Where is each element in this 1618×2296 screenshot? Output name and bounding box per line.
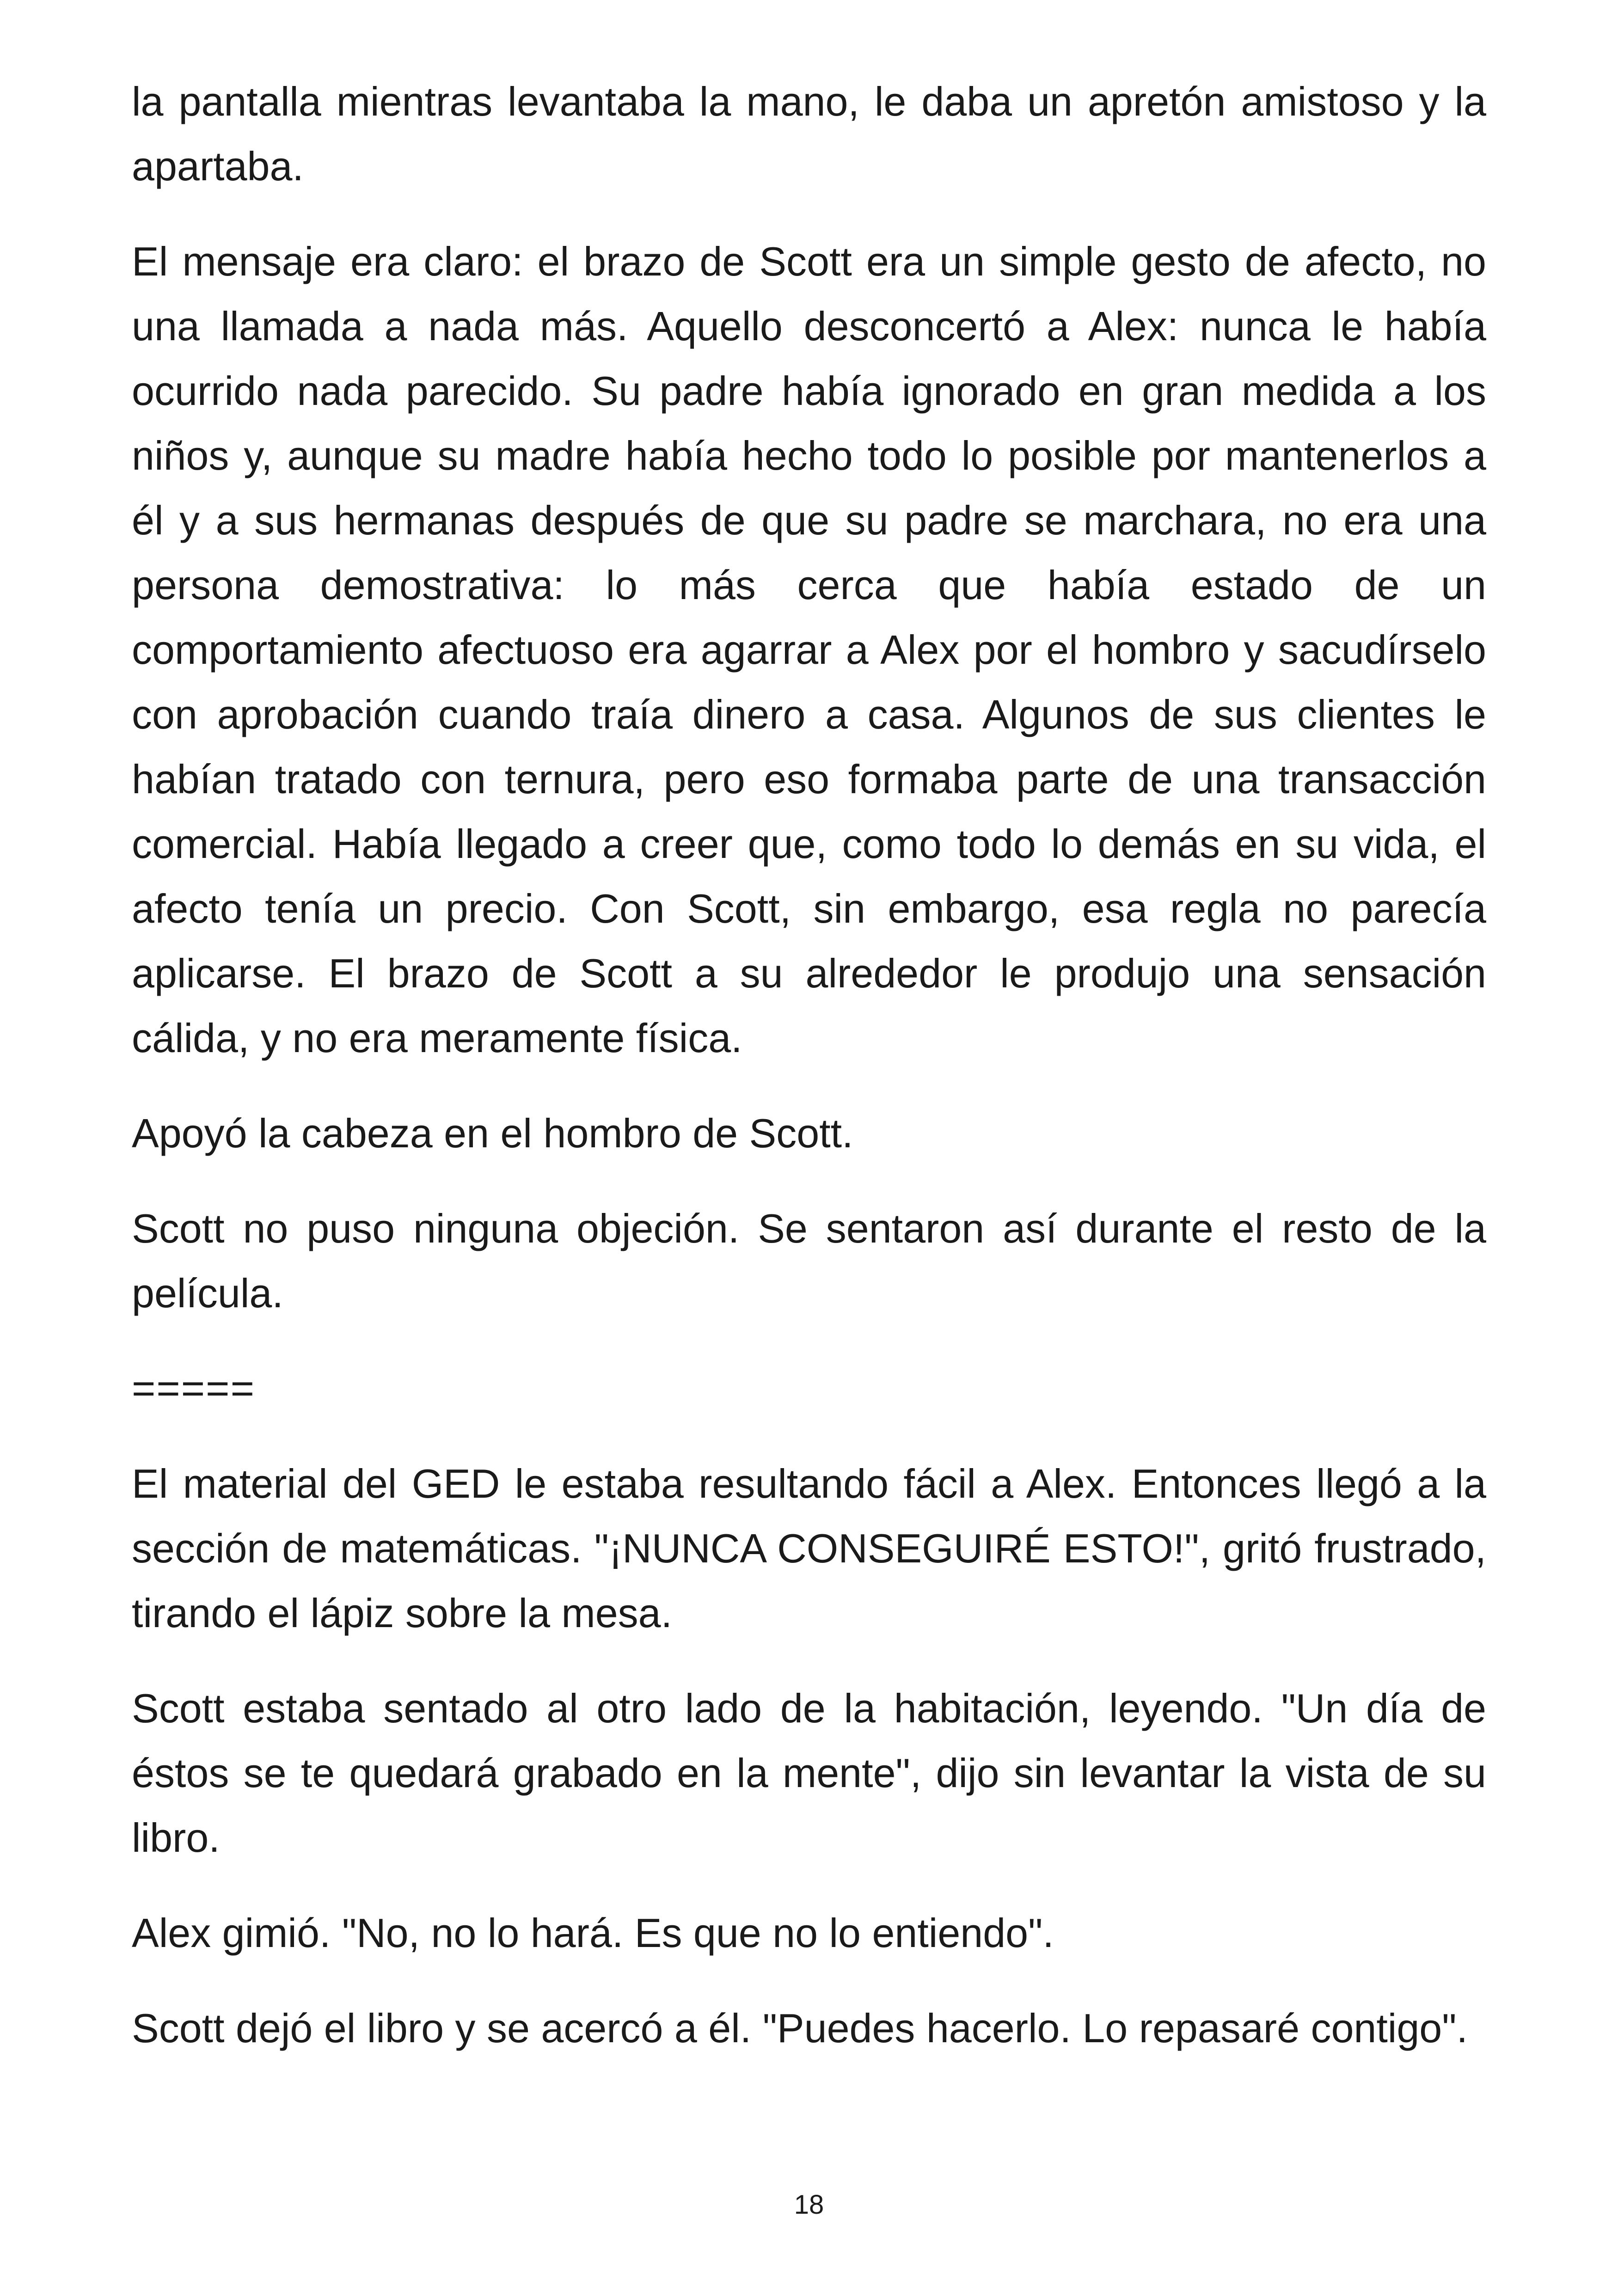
paragraph: Scott dejó el libro y se acercó a él. "Puedes hacerlo. Lo repasaré contigo". bbox=[132, 2005, 1468, 2051]
paragraph: Scott estaba sentado al otro lado de la habitación, leyendo. "Un día de éstos se te quedará grabado en la mente", dijo sin levantar la vista de su libro. bbox=[132, 1685, 1486, 1861]
paragraph: El material del GED le estaba resultando fácil a Alex. Entonces llegó a la sección de matemáticas. "¡NUNCA CONSEGUIRÉ ESTO!", gritó frustrado, tirando el lápiz sobre la mesa. bbox=[132, 1461, 1486, 1636]
paragraph: El mensaje era claro: el brazo de Scott era un simple gesto de afecto, no una llamada a nada más. Aquello desconcertó a Alex: nunca le había ocurrido nada parecido. Su padre había ignorado en gran medida a los niños y, aunque su madre había hecho todo lo posible por mantenerlos a él y a sus hermanas después de que su padre se marchara, no era una persona demostrativa: lo más cerca que había estado de un comportamiento afectuoso era agarrar a Alex por el hombro y sacudírselo con aprobación cuando traía dinero a casa. Algunos de sus clientes le habían tratado con ternura, pero eso formaba parte de una transacción comercial. Había llegado a creer que, como todo lo demás en su vida, el afecto tenía un precio. Con Scott, sin embargo, esa regla no parecía aplicarse. El brazo de Scott a su alrededor le produjo una sensación cálida, y no era meramente física. bbox=[132, 239, 1486, 1061]
paragraph: la pantalla mientras levantaba la mano, le daba un apretón amistoso y la apartaba. bbox=[132, 79, 1486, 189]
paragraph: Scott no puso ninguna objeción. Se sentaron así durante el resto de la película. bbox=[132, 1206, 1486, 1316]
paragraph: Alex gimió. "No, no lo hará. Es que no lo entiendo". bbox=[132, 1910, 1054, 1956]
section-separator: ===== bbox=[132, 1365, 255, 1411]
paragraph: Apoyó la cabeza en el hombro de Scott. bbox=[132, 1110, 853, 1156]
body-text bbox=[132, 69, 1486, 2091]
page-number: 18 bbox=[794, 2190, 824, 2220]
